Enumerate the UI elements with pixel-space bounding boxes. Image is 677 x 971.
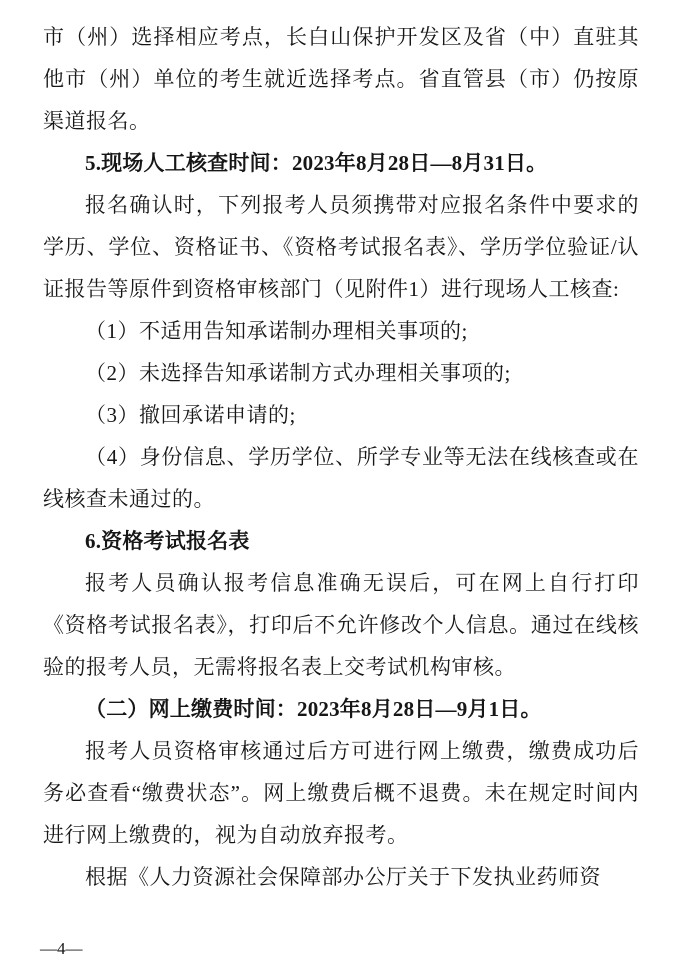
heading-exam-registration-form: 6.资格考试报名表 bbox=[85, 529, 250, 553]
paragraph-verification-requirements: 报名确认时，下列报考人员须携带对应报名条件中要求的学历、学位、资格证书、《资格考试报名表》、学历学位验证/认证报告等原件到资格审核部门（见附件1）进行现场人工核查: bbox=[43, 193, 639, 301]
paragraph-continuation: 市（州）选择相应考点，长白山保护开发区及省（中）直驻其他市（州）单位的考生就近选择考点。省直管县（市）仍按原渠道报名。 bbox=[43, 25, 639, 133]
paragraph-registration-form: 报考人员确认报考信息准确无误后，可在网上自行打印《资格考试报名表》，打印后不允许修改个人信息。通过在线核验的报考人员，无需将报名表上交考试机构审核。 bbox=[43, 571, 639, 679]
page-number: —4— bbox=[40, 939, 83, 958]
document-body bbox=[43, 16, 639, 898]
list-item-3: （3）撤回承诺申请的; bbox=[85, 403, 296, 427]
heading-onsite-verification-time: 5.现场人工核查时间：2023年8月28日—8月31日。 bbox=[85, 151, 548, 175]
paragraph-online-payment: 报考人员资格审核通过后方可进行网上缴费，缴费成功后务必查看“缴费状态”。网上缴费后概不退费。未在规定时间内进行网上缴费的，视为自动放弃报考。 bbox=[43, 739, 639, 847]
list-item-4: （4）身份信息、学历学位、所学专业等无法在线核查或在线核查未通过的。 bbox=[43, 445, 639, 511]
list-item-1: （1）不适用告知承诺制办理相关事项的; bbox=[85, 319, 468, 343]
list-item-2: （2）未选择告知承诺制方式办理相关事项的; bbox=[85, 361, 511, 385]
heading-online-payment-time: （二）网上缴费时间：2023年8月28日—9月1日。 bbox=[85, 697, 542, 721]
paragraph-according-to: 根据《人力资源社会保障部办公厅关于下发执业药师资 bbox=[85, 865, 601, 889]
